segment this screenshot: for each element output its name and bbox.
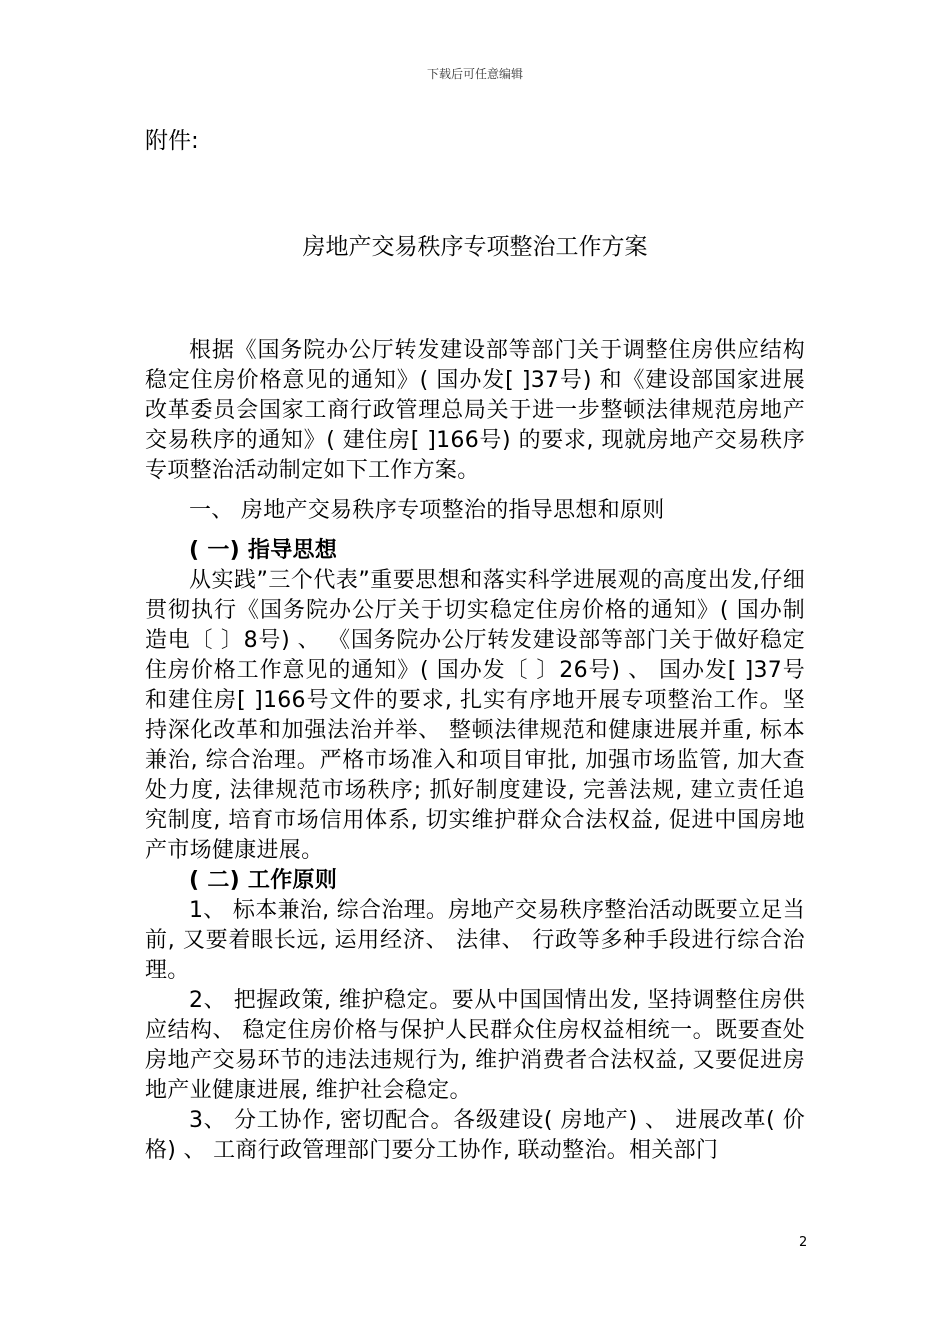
subheading-guiding: ( 一) 指导思想 bbox=[189, 538, 338, 563]
attachment-label: 附件: bbox=[145, 128, 199, 154]
document-body bbox=[145, 336, 805, 1166]
section-heading-1: 一、 房地产交易秩序专项整治的指导思想和原则 bbox=[189, 498, 665, 523]
guiding-paragraph: 从实践”三个代表”重要思想和落实科学进展观的高度出发,仔细贯彻执行《国务院办公厅关于切实稳定住房价格的通知》( 国办制造电〔 〕8号) 、 《国务院办公厅转发建设部等部门关于做好稳定住房价格工作意见的通知》( 国办发〔 〕26号) 、 国办发[ ]37号和建住房[ ]166号文件的要求, 扎实有序地开展专项整治工作。坚持深化改革和加强法治并举、 整顿法律规范和健康进展并重, 标本兼治, 综合治理。严格市场准入和项目审批, 加强市场监管, 加大查处力度, 法律规范市场秩序; 抓好制度建设, 完善法规, 建立责任追究制度, 培育市场信用体系, 切实维护群众合法权益, 促进中国房地产市场健康进展。 bbox=[145, 568, 805, 863]
page-header: 下载后可任意编辑 bbox=[426, 67, 523, 81]
document-title: 房地产交易秩序专项整治工作方案 bbox=[302, 234, 648, 260]
principle-3: 3、 分工协作, 密切配合。各级建设( 房地产) 、 进展改革( 价格) 、 工商行政管理部门要分工协作, 联动整治。相关部门 bbox=[145, 1108, 805, 1163]
intro-paragraph: 根据《国务院办公厅转发建设部等部门关于调整住房供应结构稳定住房价格意见的通知》( 国办发[ ]37号) 和《建设部国家进展改革委员会国家工商行政管理总局关于进一步整顿法律规范房地产交易秩序的通知》( 建住房[ ]166号) 的要求, 现就房地产交易秩序专项整治活动制定如下工作方案。 bbox=[145, 338, 805, 483]
principle-2: 2、 把握政策, 维护稳定。要从中国国情出发, 坚持调整住房供应结构、 稳定住房价格与保护人民群众住房权益相统一。既要查处房地产交易环节的违法违规行为, 维护消费者合法权益, 又要促进房地产业健康进展, 维护社会稳定。 bbox=[145, 988, 805, 1103]
subheading-principles: ( 二) 工作原则 bbox=[189, 868, 338, 893]
principle-1: 1、 标本兼治, 综合治理。房地产交易秩序整治活动既要立足当前, 又要着眼长远, 运用经济、 法律、 行政等多种手段进行综合治理。 bbox=[145, 898, 805, 983]
page-number: 2 bbox=[799, 1235, 808, 1250]
